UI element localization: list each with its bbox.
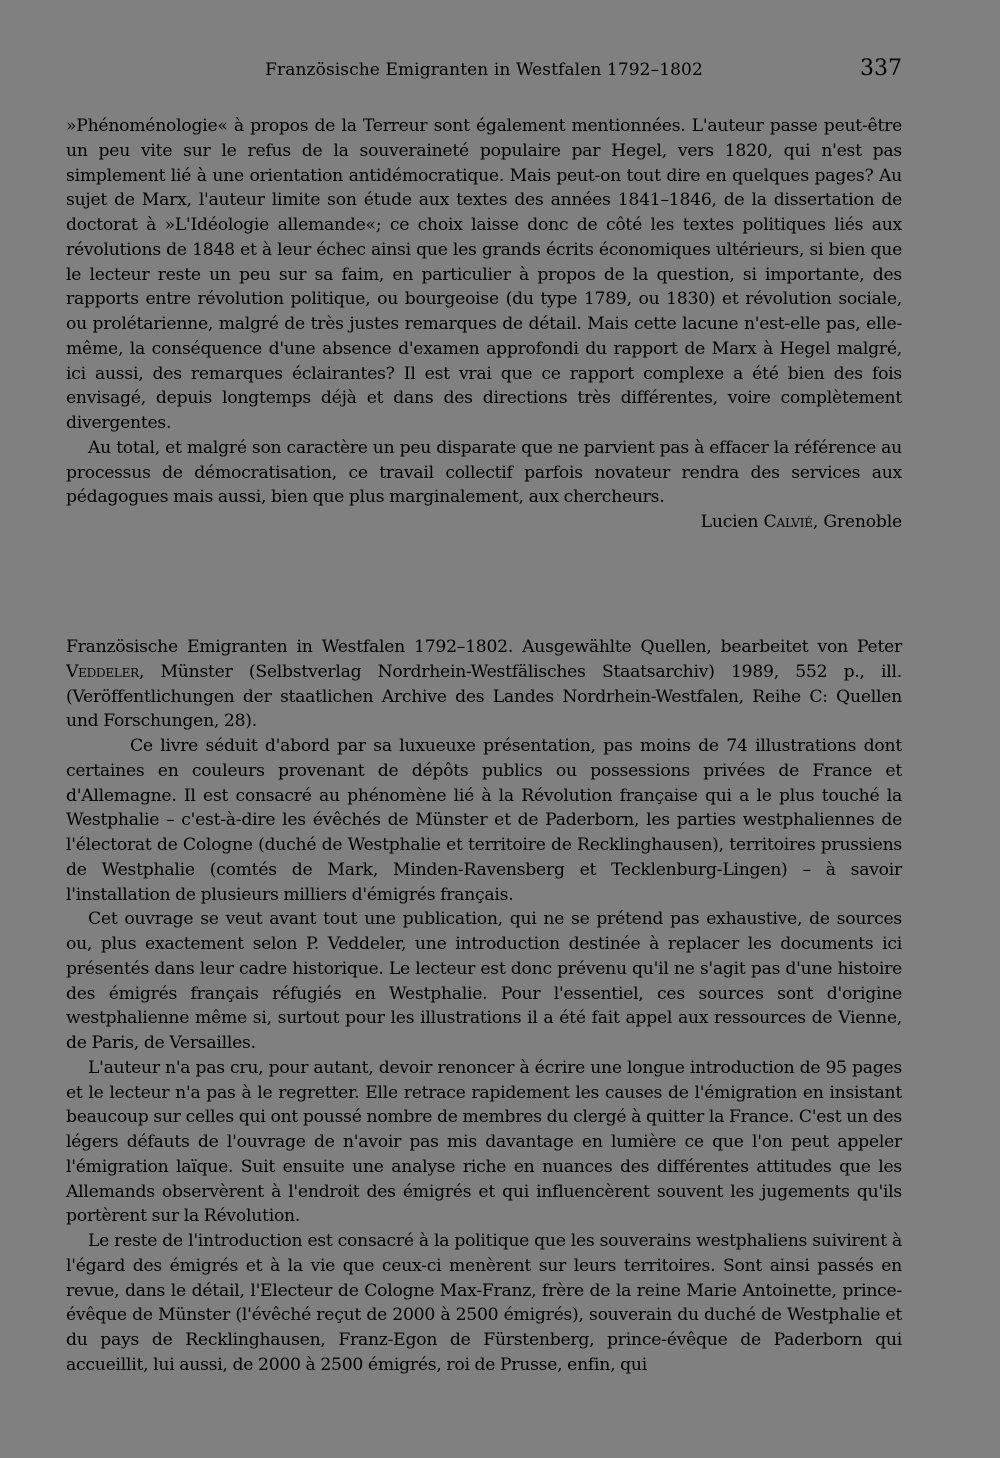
review1-paragraph-2: Au total, et malgré son caractère un peu disparate que ne parvient pas à effacer la référence au processus de démocratisation, ce travail collectif parfois novateur rendra des services aux pédagogues mais aussi, bien que plus marginalement, aux chercheurs.: [66, 437, 902, 508]
book-citation: [66, 635, 902, 734]
signature-place: , Grenoble: [812, 512, 902, 532]
signature-first-name: Lucien: [700, 512, 759, 532]
citation-details: , Münster (Selbstverlag Nordrhein-Westfälisches Staatsarchiv) 1989, 552 p., ill. (Veröffentlichungen der staatlichen Archive des Landes Nordrhein-Westfalen, Reihe C: Quellen und Forschungen, 28).: [66, 661, 902, 732]
running-title: Französische Emigranten in Westfalen 1792–1802: [265, 60, 703, 80]
page-number: 337: [860, 56, 902, 81]
reviewer-signature: [66, 510, 902, 535]
review2-paragraph-2: Cet ouvrage se veut avant tout une publication, qui ne se prétend pas exhaustive, de sources ou, plus exactement selon P. Veddeler, une introduction destinée à replacer les documents ici présentés dans leur cadre historique. Le lecteur est donc prévenu qu'il ne s'agit pas d'une histoire des émigrés français réfugiés en Westphalie. Pour l'essentiel, ces sources sont d'origine westphalienne même si, surtout pour les illustrations il a été fait appel aux ressources de Vienne, de Paris, de Versailles.: [66, 909, 902, 1053]
signature-surname: Calvié: [763, 512, 813, 532]
review1-paragraph-1: »Phénoménologie« à propos de la Terreur sont également mentionnées. L'auteur passe peut-être un peu vite sur le refus de la souveraineté populaire par Hegel, vers 1820, qui n'est pas simplement lié à une orientation antidémocratique. Mais peut-on tout dire en quelques pages? Au sujet de Marx, l'auteur limite son étude aux textes des années 1841–1846, de la dissertation de doctorat à »L'Idéologie allemande«; ce choix laisse donc de côté les textes politiques liés aux révolutions de 1848 et à leur échec ainsi que les grands écrits économiques ultérieurs, si bien que le lecteur reste un peu sur sa faim, en particulier à propos de la question, si importante, des rapports entre révolution politique, ou bourgeoise (du type 1789, ou 1830) et révolution sociale, ou prolétarienne, malgré de très justes remarques de détail. Mais cette lacune n'est-elle pas, elle-même, la conséquence d'une absence d'examen approfondi du rapport de Marx à Hegel malgré, ici aussi, des remarques éclairantes? Il est vrai que ce rapport complexe a été bien des fois envisagé, depuis longtemps déjà et dans des directions très différentes, voire complètement divergentes.: [66, 116, 902, 433]
review2-paragraph-1: Ce livre séduit d'abord par sa luxueuxe présentation, pas moins de 74 illustrations dont certaines en couleurs provenant de dépôts publics ou possessions privées de France et d'Allemagne. Il est consacré au phénomène lié à la Révolution française qui a le plus touché la Westphalie – c'est-à-dire les évêchés de Münster et de Paderborn, les parties westphaliennes de l'électorat de Cologne (duché de Westphalie et territoire de Recklinghausen), territoires prussiens de Westphalie (comtés de Mark, Minden-Ravensberg et Tecklenburg-Lingen) – à savoir l'installation de plusieurs milliers d'émigrés français.: [66, 736, 902, 905]
review2-paragraph-3: L'auteur n'a pas cru, pour autant, devoir renoncer à écrire une longue introduction de 95 pages et le lecteur n'a pas à le regretter. Elle retrace rapidement les causes de l'émigration en insistant beaucoup sur celles qui ont poussé nombre de membres du clergé à quitter la France. C'est un des légers défauts de l'ouvrage de n'avoir pas mis davantage en lumière ce que l'on peut appeler l'émigration laïque. Suit ensuite une analyse riche en nuances des différentes attitudes que les Allemands observèrent à l'endroit des émigrés et qui influencèrent souvent les jugements qu'ils portèrent sur la Révolution.: [66, 1057, 902, 1227]
review-section-1: [66, 114, 902, 535]
running-head: [66, 56, 902, 86]
citation-author: Veddeler: [66, 661, 139, 682]
review2-paragraph-4: Le reste de l'introduction est consacré à la politique que les souverains westphaliens suivirent à l'égard des émigrés et à la vie que ceux-ci menèrent sur leurs territoires. Sont ainsi passés en revue, dans le détail, l'Electeur de Cologne Max-Franz, frère de la reine Marie Antoinette, prince-évêque de Münster (l'évêché reçut de 2000 à 2500 émigrés), souverain du duché de Westphalie et du pays de Recklinghausen, Franz-Egon de Fürstenberg, prince-évêque de Paderborn qui accueillit, lui aussi, de 2000 à 2500 émigrés, roi de Prusse, enfin, qui: [66, 1231, 902, 1375]
review-section-2: [66, 635, 902, 1378]
citation-title: Französische Emigranten in Westfalen 1792–1802. Ausgewählte Quellen, bearbeitet von Peter: [66, 637, 902, 657]
